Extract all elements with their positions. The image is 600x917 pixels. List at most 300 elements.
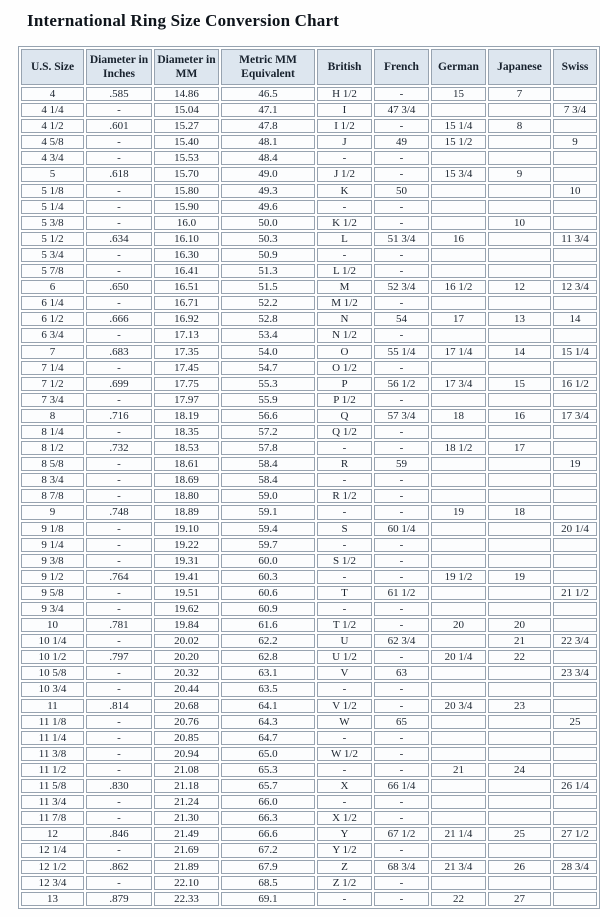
table-cell [553,489,597,503]
table-cell [488,843,551,857]
table-row [21,119,597,133]
table-cell: 67.9 [221,860,315,874]
table-cell: 20.76 [154,715,219,729]
table-cell: .683 [86,345,152,359]
table-cell: 7 [488,87,551,101]
table-cell [553,425,597,439]
table-cell: R [317,457,372,471]
table-row [21,505,597,519]
table-row [21,280,597,294]
table-cell: - [374,618,429,632]
table-cell: 60.3 [221,570,315,584]
table-row [21,457,597,471]
table-cell: 22 3/4 [553,634,597,648]
table-cell: 6 [21,280,84,294]
table-cell: 50.9 [221,248,315,262]
table-cell: 15.04 [154,103,219,117]
table-cell: 10 [553,184,597,198]
table-body [21,87,597,906]
table-cell: X [317,779,372,793]
table-cell: 10 1/4 [21,634,84,648]
table-cell: 12 1/2 [21,860,84,874]
table-cell: T [317,586,372,600]
table-cell: - [374,699,429,713]
table-cell: 24 [488,763,551,777]
table-cell: - [86,296,152,310]
table-cell [431,715,486,729]
table-cell [488,361,551,375]
table-cell: 19.62 [154,602,219,616]
table-cell: - [86,489,152,503]
table-cell: - [317,441,372,455]
table-cell [488,876,551,890]
table-cell [553,393,597,407]
table-cell: 17.13 [154,328,219,342]
table-cell: - [86,522,152,536]
table-row [21,441,597,455]
table-cell [488,425,551,439]
table-cell [431,747,486,761]
table-cell: 17 3/4 [553,409,597,423]
table-cell [488,795,551,809]
table-cell: 66.6 [221,827,315,841]
table-cell [488,151,551,165]
table-cell: Y [317,827,372,841]
table-row [21,731,597,745]
table-cell: 48.1 [221,135,315,149]
table-cell: 16 1/2 [553,377,597,391]
table-cell: 63 [374,666,429,680]
table-row [21,473,597,487]
table-cell: 23 3/4 [553,666,597,680]
table-cell: 26 1/4 [553,779,597,793]
table-cell [431,666,486,680]
table-row [21,522,597,536]
table-cell: 17 [488,441,551,455]
table-cell [488,457,551,471]
table-cell: - [374,650,429,664]
table-cell: 19 1/2 [431,570,486,584]
table-cell: K [317,184,372,198]
table-cell: 8 [488,119,551,133]
table-cell: J 1/2 [317,167,372,181]
table-cell: 49.3 [221,184,315,198]
table-cell: 7 [21,345,84,359]
table-cell [553,167,597,181]
table-cell: - [374,151,429,165]
table-row [21,425,597,439]
table-cell: P 1/2 [317,393,372,407]
table-cell: - [374,200,429,214]
table-cell: 22.10 [154,876,219,890]
table-cell [488,811,551,825]
table-row [21,843,597,857]
table-row [21,860,597,874]
table-cell: - [86,216,152,230]
table-cell: 59 [374,457,429,471]
table-cell [431,264,486,278]
table-cell: 20.68 [154,699,219,713]
table-cell [431,602,486,616]
table-cell: 18 [431,409,486,423]
table-cell [488,184,551,198]
table-cell: 52.8 [221,312,315,326]
table-row [21,618,597,632]
table-cell [488,248,551,262]
table-cell [553,892,597,906]
table-cell: 47 3/4 [374,103,429,117]
table-cell: 27 [488,892,551,906]
table-cell: 9 1/4 [21,538,84,552]
table-cell: 16.71 [154,296,219,310]
table-cell [431,328,486,342]
table-cell: 21 [431,763,486,777]
table-cell: - [317,538,372,552]
table-cell: .748 [86,505,152,519]
table-cell: 61.6 [221,618,315,632]
table-cell: 20.20 [154,650,219,664]
table-cell: 50.0 [221,216,315,230]
table-cell [431,457,486,471]
table-cell: H 1/2 [317,87,372,101]
table-cell: K 1/2 [317,216,372,230]
table-cell: 21.49 [154,827,219,841]
table-cell: - [374,892,429,906]
table-cell: 58.4 [221,457,315,471]
table-cell: - [86,586,152,600]
table-cell [431,393,486,407]
table-cell: - [317,505,372,519]
table-cell [553,328,597,342]
table-cell: - [374,441,429,455]
table-cell: 15.70 [154,167,219,181]
table-cell: 11 7/8 [21,811,84,825]
table-cell: 9 5/8 [21,586,84,600]
table-row [21,232,597,246]
table-cell: 50.3 [221,232,315,246]
table-cell: 62.8 [221,650,315,664]
table-cell: - [374,682,429,696]
table-cell: - [86,361,152,375]
table-cell: .618 [86,167,152,181]
table-cell: 17 [431,312,486,326]
table-cell: - [374,393,429,407]
table-cell: I [317,103,372,117]
table-cell: 47.1 [221,103,315,117]
table-cell: 14 [488,345,551,359]
table-cell [431,489,486,503]
table-cell: 22 [488,650,551,664]
table-cell: - [317,248,372,262]
table-cell [431,586,486,600]
table-cell: - [374,264,429,278]
table-row [21,554,597,568]
table-cell: 56 1/2 [374,377,429,391]
table-cell: - [374,328,429,342]
table-row [21,892,597,906]
table-cell: U [317,634,372,648]
table-cell [431,184,486,198]
table-cell: 20 1/4 [431,650,486,664]
table-cell [488,666,551,680]
table-cell [553,843,597,857]
table-row [21,666,597,680]
table-cell: 19.31 [154,554,219,568]
table-cell: 21 1/2 [553,586,597,600]
table-cell: - [374,811,429,825]
table-cell: 8 1/2 [21,441,84,455]
table-cell: 11 1/8 [21,715,84,729]
table-cell: 61 1/2 [374,586,429,600]
table-cell: W [317,715,372,729]
page-title: International Ring Size Conversion Chart [27,11,340,30]
table-cell: 21.89 [154,860,219,874]
table-cell [431,682,486,696]
conversion-table [18,46,600,909]
table-cell: 15.90 [154,200,219,214]
table-cell: - [374,425,429,439]
table-container [18,46,600,909]
table-cell: .797 [86,650,152,664]
table-row [21,570,597,584]
table-cell [488,328,551,342]
table-cell: 10 [21,618,84,632]
table-cell: 20 3/4 [431,699,486,713]
table-cell: 49.6 [221,200,315,214]
table-cell: - [86,264,152,278]
table-cell: - [86,795,152,809]
table-cell: .846 [86,827,152,841]
table-cell: 64.1 [221,699,315,713]
table-cell: 27 1/2 [553,827,597,841]
table-cell: 7 1/4 [21,361,84,375]
table-cell: - [86,602,152,616]
table-cell: 49 [374,135,429,149]
table-cell: 55.9 [221,393,315,407]
table-row [21,312,597,326]
table-cell: 18.19 [154,409,219,423]
table-cell: S [317,522,372,536]
table-cell: 23 [488,699,551,713]
table-cell: O [317,345,372,359]
table-cell: 15.40 [154,135,219,149]
table-cell: 57.8 [221,441,315,455]
table-cell: 48.4 [221,151,315,165]
table-cell [431,811,486,825]
table-cell: .699 [86,377,152,391]
table-cell [431,216,486,230]
table-cell: - [374,876,429,890]
table-row [21,409,597,423]
table-cell: 5 7/8 [21,264,84,278]
table-cell: 15 3/4 [431,167,486,181]
table-cell: 19.51 [154,586,219,600]
table-cell [553,151,597,165]
table-cell: - [86,425,152,439]
table-cell: 63.5 [221,682,315,696]
table-cell: 58.4 [221,473,315,487]
table-cell: 67 1/2 [374,827,429,841]
table-row [21,296,597,310]
table-cell: - [374,731,429,745]
table-cell: 20 1/4 [553,522,597,536]
table-cell: - [317,763,372,777]
table-cell [488,296,551,310]
table-cell: X 1/2 [317,811,372,825]
table-cell: 15.27 [154,119,219,133]
table-cell: 51.5 [221,280,315,294]
table-row [21,811,597,825]
table-cell: .830 [86,779,152,793]
table-cell [488,602,551,616]
table-cell: - [86,538,152,552]
table-row [21,795,597,809]
table-cell: 20 [431,618,486,632]
table-cell [488,103,551,117]
table-cell: 65 [374,715,429,729]
table-cell: 55 1/4 [374,345,429,359]
table-cell: 7 3/4 [553,103,597,117]
table-cell: - [86,747,152,761]
table-cell [488,554,551,568]
table-cell: 52 3/4 [374,280,429,294]
column-header: British [317,49,372,85]
table-cell: 26 [488,860,551,874]
table-cell: - [86,876,152,890]
table-cell: 13 [21,892,84,906]
table-cell: - [86,135,152,149]
table-cell: 17.75 [154,377,219,391]
table-cell: 8 3/4 [21,473,84,487]
table-cell: .634 [86,232,152,246]
table-cell: 11 3/4 [553,232,597,246]
table-cell: 20 [488,618,551,632]
table-cell: 20.44 [154,682,219,696]
column-header: Diameter in MM [154,49,219,85]
table-cell: - [86,731,152,745]
table-cell: 16.30 [154,248,219,262]
table-cell: 20.02 [154,634,219,648]
table-cell: N 1/2 [317,328,372,342]
table-cell: 10 1/2 [21,650,84,664]
table-cell: - [374,119,429,133]
table-cell: - [86,457,152,471]
table-cell: 21.08 [154,763,219,777]
table-cell: 6 3/4 [21,328,84,342]
table-cell: - [86,200,152,214]
table-cell: 22.33 [154,892,219,906]
table-cell [488,522,551,536]
table-cell: L 1/2 [317,264,372,278]
table-cell: 18.53 [154,441,219,455]
table-cell [553,505,597,519]
table-cell: J [317,135,372,149]
table-cell: 19 [431,505,486,519]
table-row [21,699,597,713]
table-cell: 60.0 [221,554,315,568]
table-cell: 12 1/4 [21,843,84,857]
table-cell: 10 [488,216,551,230]
table-cell: 15 1/4 [553,345,597,359]
table-cell: - [374,296,429,310]
table-cell: 15.53 [154,151,219,165]
table-cell: 18 [488,505,551,519]
table-cell [553,538,597,552]
table-cell: - [374,763,429,777]
table-cell [431,248,486,262]
table-cell: 59.0 [221,489,315,503]
table-row [21,345,597,359]
table-cell: - [317,473,372,487]
table-cell [431,522,486,536]
table-cell: 18 1/2 [431,441,486,455]
table-cell [488,264,551,278]
table-cell: 62 3/4 [374,634,429,648]
table-cell: 60.9 [221,602,315,616]
table-cell [553,763,597,777]
table-cell: O 1/2 [317,361,372,375]
table-cell: 19.10 [154,522,219,536]
table-cell [431,876,486,890]
table-cell: R 1/2 [317,489,372,503]
table-row [21,650,597,664]
table-cell: L [317,232,372,246]
table-cell: 69.1 [221,892,315,906]
table-cell [431,795,486,809]
header-row [21,49,597,85]
table-cell: .585 [86,87,152,101]
table-cell: 21.24 [154,795,219,809]
table-cell: - [374,489,429,503]
table-row [21,167,597,181]
table-cell: 17.45 [154,361,219,375]
table-cell: .666 [86,312,152,326]
table-cell: 67.2 [221,843,315,857]
table-cell: 62.2 [221,634,315,648]
table-cell: 17 1/4 [431,345,486,359]
column-header: Diameter in Inches [86,49,152,85]
table-cell: - [374,167,429,181]
table-cell: - [374,747,429,761]
table-cell: - [86,811,152,825]
table-cell: - [317,602,372,616]
table-cell: 63.1 [221,666,315,680]
table-cell: .781 [86,618,152,632]
table-cell: 19.84 [154,618,219,632]
table-cell: .601 [86,119,152,133]
table-cell: 18.89 [154,505,219,519]
table-cell: 14 [553,312,597,326]
table-cell: - [374,570,429,584]
table-cell: 9 3/4 [21,602,84,616]
column-header: German [431,49,486,85]
table-cell: 17.35 [154,345,219,359]
table-cell: 64.3 [221,715,315,729]
table-row [21,489,597,503]
table-cell: 9 3/8 [21,554,84,568]
table-cell [553,296,597,310]
table-cell: - [374,505,429,519]
table-cell: 16.41 [154,264,219,278]
table-cell: 9 [553,135,597,149]
column-header: Swiss [553,49,597,85]
table-cell: - [86,843,152,857]
table-cell: 59.7 [221,538,315,552]
table-cell: 18.69 [154,473,219,487]
table-row [21,747,597,761]
table-row [21,216,597,230]
table-cell: .732 [86,441,152,455]
